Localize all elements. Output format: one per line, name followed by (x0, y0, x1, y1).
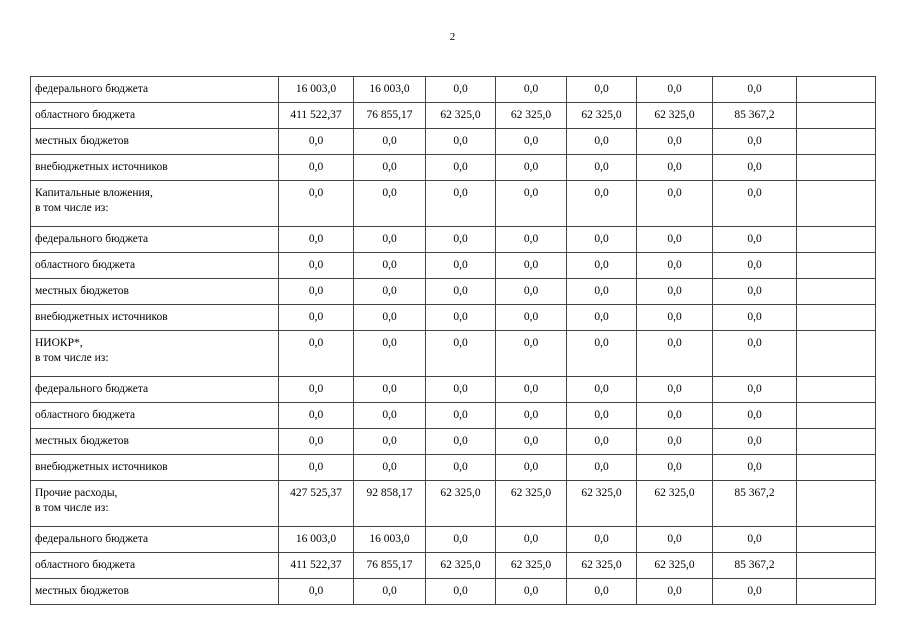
value-cell: 0,0 (426, 403, 496, 429)
value-cell: 0,0 (354, 253, 426, 279)
value-cell: 0,0 (496, 129, 567, 155)
table-row (31, 403, 876, 429)
value-cell: 0,0 (426, 77, 496, 103)
table-row (31, 155, 876, 181)
value-cell: 0,0 (426, 227, 496, 253)
value-cell: 0,0 (426, 279, 496, 305)
value-cell: 0,0 (354, 429, 426, 455)
value-cell (797, 77, 876, 103)
value-cell: 0,0 (279, 253, 354, 279)
value-cell: 0,0 (354, 227, 426, 253)
value-cell (797, 155, 876, 181)
table-row (31, 181, 876, 227)
value-cell: 0,0 (567, 455, 637, 481)
table-row (31, 103, 876, 129)
value-cell: 0,0 (637, 305, 713, 331)
value-cell: 0,0 (279, 377, 354, 403)
value-cell: 0,0 (354, 181, 426, 227)
value-cell: 0,0 (279, 429, 354, 455)
row-label: областного бюджета (31, 403, 279, 429)
value-cell: 0,0 (496, 305, 567, 331)
value-cell (797, 579, 876, 605)
table-row (31, 527, 876, 553)
value-cell: 0,0 (713, 155, 797, 181)
value-cell: 62 325,0 (637, 481, 713, 527)
value-cell: 0,0 (637, 403, 713, 429)
value-cell: 0,0 (354, 579, 426, 605)
value-cell: 0,0 (354, 403, 426, 429)
row-label: внебюджетных источников (31, 305, 279, 331)
value-cell: 0,0 (713, 279, 797, 305)
value-cell: 0,0 (713, 77, 797, 103)
value-cell: 0,0 (426, 377, 496, 403)
value-cell: 85 367,2 (713, 553, 797, 579)
value-cell: 0,0 (354, 155, 426, 181)
value-cell: 0,0 (279, 227, 354, 253)
row-label: областного бюджета (31, 253, 279, 279)
value-cell: 0,0 (279, 155, 354, 181)
value-cell: 0,0 (637, 455, 713, 481)
value-cell: 0,0 (637, 579, 713, 605)
row-label: федерального бюджета (31, 77, 279, 103)
value-cell: 0,0 (426, 155, 496, 181)
value-cell: 0,0 (637, 331, 713, 377)
table-row (31, 253, 876, 279)
value-cell: 0,0 (354, 129, 426, 155)
value-cell: 0,0 (279, 403, 354, 429)
value-cell (797, 129, 876, 155)
row-label: областного бюджета (31, 553, 279, 579)
row-label: местных бюджетов (31, 429, 279, 455)
value-cell: 0,0 (426, 181, 496, 227)
value-cell (797, 227, 876, 253)
row-label: федерального бюджета (31, 377, 279, 403)
value-cell: 62 325,0 (496, 103, 567, 129)
value-cell: 0,0 (279, 279, 354, 305)
value-cell: 62 325,0 (567, 481, 637, 527)
value-cell: 62 325,0 (426, 553, 496, 579)
value-cell: 0,0 (637, 155, 713, 181)
value-cell: 0,0 (713, 429, 797, 455)
value-cell: 0,0 (354, 331, 426, 377)
value-cell: 0,0 (637, 377, 713, 403)
table-row (31, 377, 876, 403)
row-label: НИОКР*, в том числе из: (31, 331, 279, 377)
value-cell: 0,0 (567, 227, 637, 253)
table-row (31, 481, 876, 527)
value-cell: 16 003,0 (279, 527, 354, 553)
table-body (31, 77, 876, 605)
value-cell: 85 367,2 (713, 103, 797, 129)
value-cell (797, 429, 876, 455)
value-cell: 0,0 (713, 129, 797, 155)
row-label: Капитальные вложения, в том числе из: (31, 181, 279, 227)
value-cell: 85 367,2 (713, 481, 797, 527)
value-cell: 0,0 (496, 77, 567, 103)
value-cell: 0,0 (713, 579, 797, 605)
value-cell: 16 003,0 (354, 77, 426, 103)
value-cell: 0,0 (567, 527, 637, 553)
value-cell: 0,0 (637, 227, 713, 253)
value-cell: 0,0 (496, 429, 567, 455)
value-cell: 0,0 (567, 279, 637, 305)
value-cell: 0,0 (637, 279, 713, 305)
value-cell: 0,0 (496, 181, 567, 227)
value-cell: 0,0 (496, 403, 567, 429)
value-cell: 0,0 (279, 455, 354, 481)
value-cell: 0,0 (426, 579, 496, 605)
value-cell: 0,0 (496, 527, 567, 553)
value-cell: 0,0 (354, 455, 426, 481)
value-cell (797, 103, 876, 129)
value-cell: 0,0 (713, 331, 797, 377)
value-cell: 0,0 (567, 305, 637, 331)
value-cell: 0,0 (567, 403, 637, 429)
table-row (31, 579, 876, 605)
value-cell: 0,0 (426, 527, 496, 553)
value-cell: 92 858,17 (354, 481, 426, 527)
value-cell: 62 325,0 (637, 553, 713, 579)
value-cell: 0,0 (426, 305, 496, 331)
value-cell: 0,0 (426, 331, 496, 377)
table-row (31, 455, 876, 481)
value-cell: 0,0 (637, 527, 713, 553)
value-cell (797, 527, 876, 553)
value-cell (797, 455, 876, 481)
value-cell: 0,0 (279, 579, 354, 605)
value-cell: 62 325,0 (426, 481, 496, 527)
value-cell (797, 553, 876, 579)
value-cell: 0,0 (426, 429, 496, 455)
value-cell: 0,0 (637, 429, 713, 455)
page-number: 2 (449, 31, 456, 43)
value-cell: 62 325,0 (496, 553, 567, 579)
row-label: федерального бюджета (31, 227, 279, 253)
value-cell: 0,0 (354, 279, 426, 305)
value-cell: 0,0 (567, 377, 637, 403)
value-cell (797, 377, 876, 403)
budget-table (30, 76, 876, 605)
value-cell: 411 522,37 (279, 553, 354, 579)
table-row (31, 553, 876, 579)
value-cell: 0,0 (567, 181, 637, 227)
value-cell: 0,0 (637, 77, 713, 103)
value-cell: 0,0 (496, 377, 567, 403)
value-cell: 0,0 (496, 155, 567, 181)
value-cell: 0,0 (567, 155, 637, 181)
value-cell: 0,0 (713, 181, 797, 227)
value-cell: 76 855,17 (354, 103, 426, 129)
value-cell: 62 325,0 (637, 103, 713, 129)
value-cell: 0,0 (496, 455, 567, 481)
row-label: местных бюджетов (31, 579, 279, 605)
value-cell: 62 325,0 (567, 103, 637, 129)
value-cell: 0,0 (637, 129, 713, 155)
row-label: местных бюджетов (31, 279, 279, 305)
value-cell: 0,0 (713, 377, 797, 403)
value-cell: 427 525,37 (279, 481, 354, 527)
table-row (31, 77, 876, 103)
value-cell: 0,0 (354, 305, 426, 331)
value-cell: 0,0 (426, 455, 496, 481)
row-label: Прочие расходы, в том числе из: (31, 481, 279, 527)
value-cell: 76 855,17 (354, 553, 426, 579)
value-cell: 0,0 (567, 579, 637, 605)
value-cell: 0,0 (567, 253, 637, 279)
table-row (31, 279, 876, 305)
table-row (31, 305, 876, 331)
value-cell: 0,0 (637, 253, 713, 279)
value-cell (797, 253, 876, 279)
value-cell: 411 522,37 (279, 103, 354, 129)
row-label: местных бюджетов (31, 129, 279, 155)
table-row (31, 429, 876, 455)
value-cell (797, 181, 876, 227)
value-cell: 0,0 (426, 253, 496, 279)
value-cell: 0,0 (279, 331, 354, 377)
value-cell: 0,0 (567, 331, 637, 377)
table-row (31, 227, 876, 253)
value-cell: 0,0 (637, 181, 713, 227)
value-cell: 0,0 (713, 227, 797, 253)
value-cell: 0,0 (496, 253, 567, 279)
value-cell: 0,0 (567, 129, 637, 155)
value-cell: 0,0 (713, 455, 797, 481)
value-cell: 0,0 (713, 305, 797, 331)
table-row (31, 129, 876, 155)
row-label: федерального бюджета (31, 527, 279, 553)
value-cell: 0,0 (496, 331, 567, 377)
row-label: внебюджетных источников (31, 155, 279, 181)
value-cell: 0,0 (567, 429, 637, 455)
value-cell (797, 305, 876, 331)
value-cell (797, 331, 876, 377)
value-cell: 0,0 (279, 129, 354, 155)
value-cell (797, 481, 876, 527)
value-cell: 0,0 (567, 77, 637, 103)
value-cell: 0,0 (496, 279, 567, 305)
value-cell: 0,0 (713, 253, 797, 279)
value-cell: 62 325,0 (496, 481, 567, 527)
value-cell: 0,0 (496, 579, 567, 605)
value-cell: 0,0 (496, 227, 567, 253)
value-cell: 16 003,0 (354, 527, 426, 553)
value-cell: 62 325,0 (567, 553, 637, 579)
value-cell: 0,0 (279, 181, 354, 227)
value-cell (797, 403, 876, 429)
value-cell: 0,0 (279, 305, 354, 331)
value-cell (797, 279, 876, 305)
table-row (31, 331, 876, 377)
value-cell: 62 325,0 (426, 103, 496, 129)
value-cell: 16 003,0 (279, 77, 354, 103)
value-cell: 0,0 (426, 129, 496, 155)
value-cell: 0,0 (354, 377, 426, 403)
row-label: внебюджетных источников (31, 455, 279, 481)
value-cell: 0,0 (713, 527, 797, 553)
row-label: областного бюджета (31, 103, 279, 129)
value-cell: 0,0 (713, 403, 797, 429)
